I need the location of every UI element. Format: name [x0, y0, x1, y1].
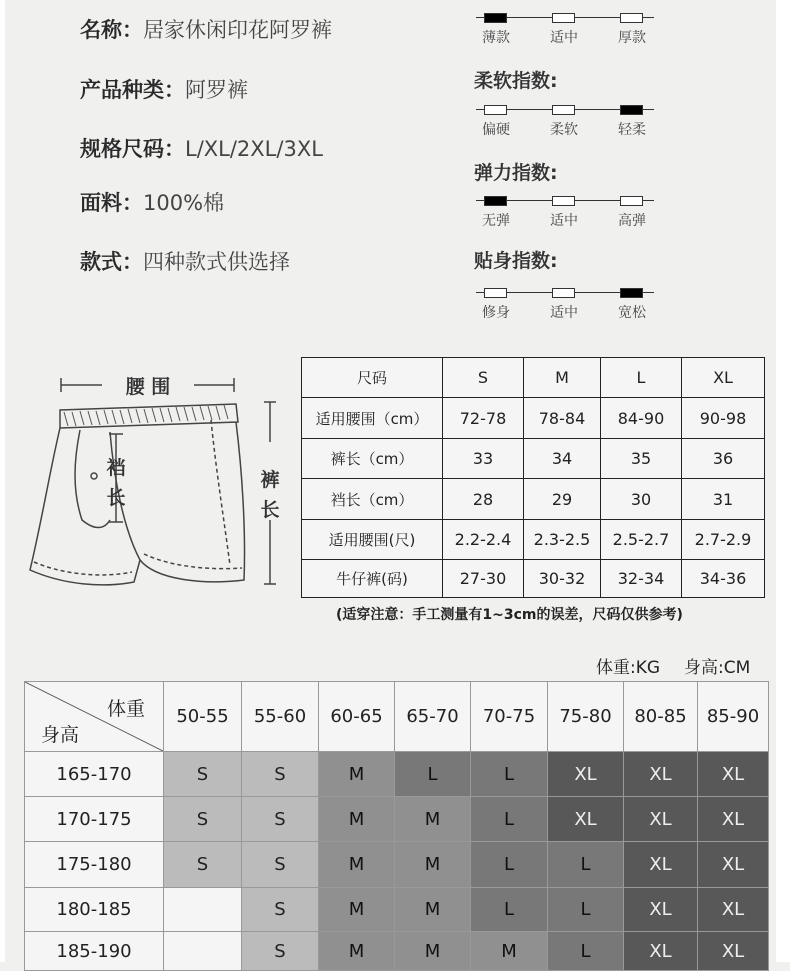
size-header-row	[25, 682, 769, 752]
size-cell: XL	[624, 932, 698, 971]
table-row	[25, 842, 769, 888]
length-label-2: 长	[260, 499, 280, 521]
weight-header: 55-60	[242, 682, 319, 752]
info-fabric: 面料：100%棉	[80, 191, 225, 215]
scale-box	[552, 288, 575, 298]
weight-header: 80-85	[624, 682, 698, 752]
scale-label: 偏硬	[482, 122, 510, 138]
size-cell: L	[395, 752, 471, 797]
scale-label: 厚款	[618, 30, 646, 46]
weight-header: 75-80	[548, 682, 624, 752]
table-header-cell: XL	[682, 358, 765, 398]
rise-label-2: 长	[106, 487, 126, 509]
size-cell: M	[319, 752, 395, 797]
scale-label: 轻柔	[618, 122, 646, 138]
shorts-diagram	[24, 370, 294, 600]
scale-label: 高弹	[618, 213, 646, 229]
waist-label: 腰 围	[125, 376, 171, 398]
scale-box	[620, 13, 643, 23]
size-cell: L	[471, 888, 548, 932]
size-cell: L	[548, 932, 624, 971]
info-sizes: 规格尺码：L/XL/2XL/3XL	[80, 137, 323, 161]
scale-box	[620, 288, 643, 298]
size-cell: S	[242, 752, 319, 797]
scale-label: 薄款	[482, 30, 510, 46]
size-cell	[164, 888, 242, 932]
table-row: 适用腰围(尺) 2.2-2.4 2.3-2.5 2.5-2.7 2.7-2.9	[302, 520, 765, 560]
size-cell: M	[395, 797, 471, 842]
size-cell: S	[164, 752, 242, 797]
table-row	[25, 752, 769, 797]
size-cell: M	[319, 888, 395, 932]
size-chart-table	[24, 681, 769, 971]
size-cell: XL	[624, 842, 698, 888]
scale-box	[484, 13, 507, 23]
scale-label: 宽松	[618, 305, 646, 321]
size-cell: S	[242, 797, 319, 842]
table-header-row	[302, 358, 765, 398]
weight-header: 85-90	[698, 682, 769, 752]
size-cell: M	[395, 932, 471, 971]
table-row	[25, 797, 769, 842]
height-range-cell: 165-170	[25, 752, 164, 797]
size-cell: XL	[698, 888, 769, 932]
size-cell: M	[319, 797, 395, 842]
thickness-scale	[474, 13, 664, 53]
info-category: 产品种类：阿罗裤	[80, 78, 248, 102]
weight-header: 60-65	[319, 682, 395, 752]
scale-box	[620, 196, 643, 206]
size-cell: XL	[548, 797, 624, 842]
weight-header: 65-70	[395, 682, 471, 752]
table-row	[25, 888, 769, 932]
size-cell: XL	[698, 797, 769, 842]
scale-box	[552, 196, 575, 206]
weight-header: 70-75	[471, 682, 548, 752]
size-cell: XL	[698, 842, 769, 888]
size-cell: S	[164, 842, 242, 888]
size-cell: XL	[698, 932, 769, 971]
size-cell: M	[395, 842, 471, 888]
scale-box	[484, 288, 507, 298]
size-cell: XL	[624, 797, 698, 842]
table-header-cell: L	[601, 358, 682, 398]
measurement-note: (适穿注意：手工测量有1~3cm的误差，尺码仅供参考)	[336, 607, 683, 623]
length-label-1: 裤	[260, 469, 280, 491]
scale-label: 柔软	[550, 122, 578, 138]
scale-box	[484, 105, 507, 115]
size-cell: L	[471, 752, 548, 797]
size-cell: M	[395, 888, 471, 932]
size-cell: XL	[624, 888, 698, 932]
elasticity-title: 弹力指数:	[474, 162, 558, 184]
shorts-outline	[24, 370, 294, 600]
info-name: 名称：居家休闲印花阿罗裤	[80, 18, 332, 42]
corner-height: 身高	[41, 724, 80, 746]
scale-box	[620, 105, 643, 115]
corner-weight: 体重	[106, 698, 145, 720]
table-header-cell: S	[443, 358, 524, 398]
size-cell: S	[242, 932, 319, 971]
size-cell: M	[319, 842, 395, 888]
size-cell: XL	[548, 752, 624, 797]
table-header-cell: M	[524, 358, 601, 398]
fit-scale	[474, 288, 664, 328]
height-range-cell: 175-180	[25, 842, 164, 888]
size-cell: L	[548, 842, 624, 888]
height-range-cell: 180-185	[25, 888, 164, 932]
table-row: 裤长（cm） 33 34 35 36	[302, 439, 765, 479]
weight-header: 50-55	[164, 682, 242, 752]
elasticity-scale	[474, 196, 664, 236]
height-unit: 身高:CM	[684, 658, 751, 678]
height-range-cell: 170-175	[25, 797, 164, 842]
scale-label: 适中	[550, 305, 578, 321]
size-cell: XL	[624, 752, 698, 797]
scale-box	[552, 13, 575, 23]
size-cell	[164, 932, 242, 971]
scale-box	[552, 105, 575, 115]
table-header-cell: 尺码	[302, 358, 443, 398]
size-cell: L	[471, 842, 548, 888]
table-row: 适用腰围（cm） 72-78 78-84 84-90 90-98	[302, 398, 765, 439]
rise-label-1: 裆	[106, 457, 126, 479]
weight-unit: 体重:KG	[596, 658, 661, 678]
softness-scale	[474, 105, 664, 145]
right-frame	[776, 0, 790, 962]
size-cell: M	[319, 932, 395, 971]
table-row: 裆长（cm） 28 29 30 31	[302, 479, 765, 520]
info-style: 款式：四种款式供选择	[80, 250, 290, 274]
table-row	[25, 932, 769, 971]
scale-label: 无弹	[482, 213, 510, 229]
size-cell: S	[242, 842, 319, 888]
size-cell: L	[471, 797, 548, 842]
scale-box	[484, 196, 507, 206]
size-cell: M	[471, 932, 548, 971]
softness-title: 柔软指数:	[474, 70, 558, 92]
measurement-table	[301, 357, 765, 598]
size-cell: L	[548, 888, 624, 932]
height-range-cell: 185-190	[25, 932, 164, 971]
table-row: 牛仔裤(码) 27-30 30-32 32-34 34-36	[302, 560, 765, 598]
size-cell: S	[242, 888, 319, 932]
corner-cell	[25, 682, 164, 752]
scale-label: 适中	[550, 213, 578, 229]
size-cell: S	[164, 797, 242, 842]
left-frame	[0, 0, 5, 962]
scale-label: 修身	[482, 305, 510, 321]
size-cell: XL	[698, 752, 769, 797]
scale-label: 适中	[550, 30, 578, 46]
fit-title: 贴身指数:	[474, 250, 558, 272]
